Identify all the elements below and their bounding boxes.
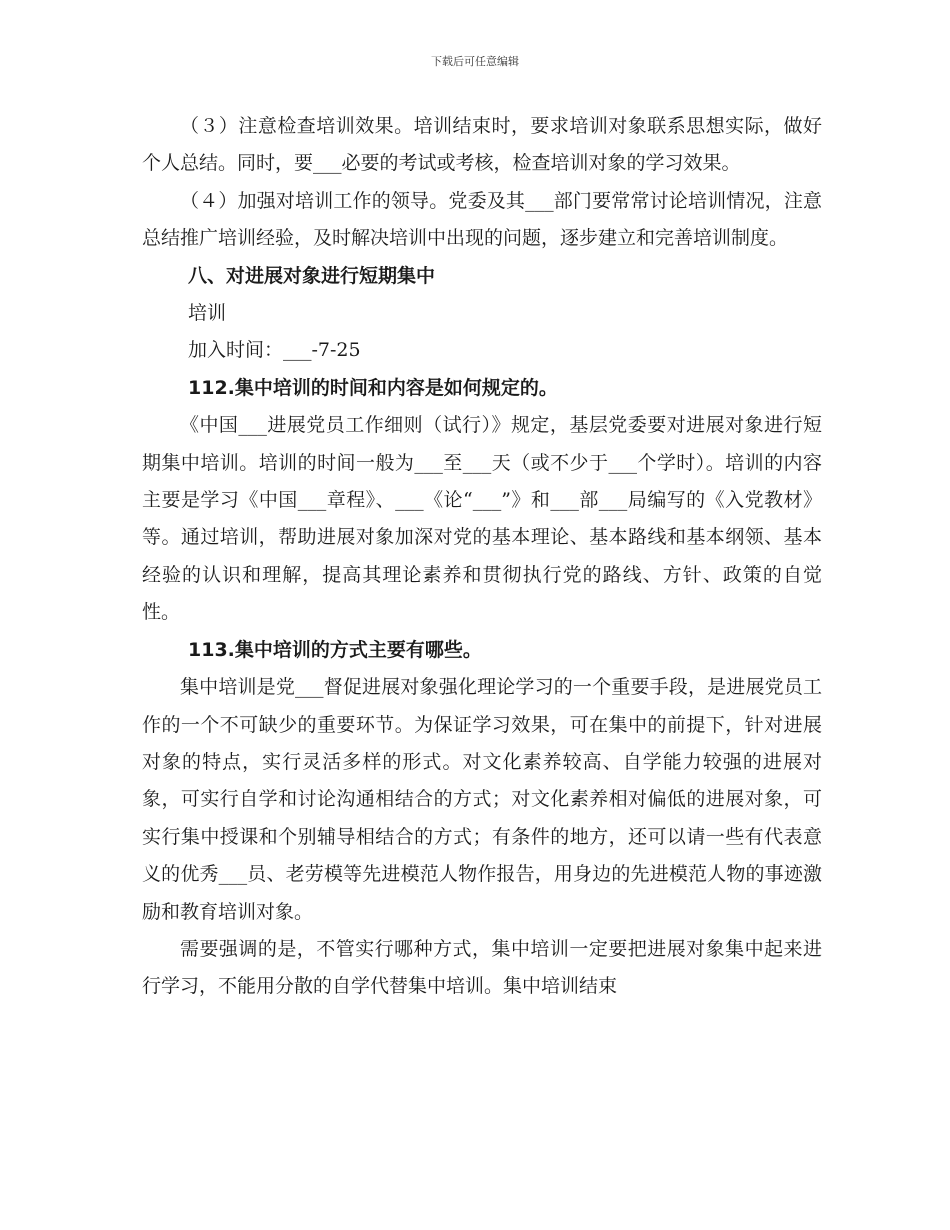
paragraph-112-answer: 《中国___进展党员工作细则（试行）》规定，基层党委要对进展对象进行短期集中培训。培训的时间一般为___至___天（或不少于___个学时）。培训的内容主要是学习《中国___章程》、___《论“___”》和___部___局编写的《入党教材》等。通过培训，帮助进展对象加深对党的基本理论、基本路线和基本纲领、基本经验的认识和理解，提高其理论素养和贯彻执行党的路线、方针、政策的自觉性。 (142, 414, 822, 624)
heading-continuation: 培训 (188, 302, 227, 325)
question-112-heading: 112.集中培训的时间和内容是如何规定的。 (188, 376, 558, 399)
document-body (142, 108, 822, 1006)
join-time: 加入时间：___-7-25 (188, 339, 361, 362)
page-header: 下载后可任意编辑 (431, 55, 519, 68)
section-heading-8: 八、对进展对象进行短期集中 (188, 264, 436, 287)
paragraph-113-answer: 集中培训是党___督促进展对象强化理论学习的一个重要手段，是进展党员工作的一个不可缺少的重要环节。为保证学习效果，可在集中的前提下，针对进展对象的特点，实行灵活多样的形式。对文化素养较高、自学能力较强的进展对象，可实行自学和讨论沟通相结合的方式；对文化素养相对偏低的进展对象，可实行集中授课和个别辅导相结合的方式；有条件的地方，还可以请一些有代表意义的优秀___员、老劳模等先进模范人物作报告，用身边的先进模范人物的事迹激励和教育培训对象。 (142, 676, 822, 923)
paragraph-emphasis: 需要强调的是，不管实行哪种方式，集中培训一定要把进展对象集中起来进行学习，不能用分散的自学代替集中培训。集中培训结束 (142, 937, 822, 998)
question-113-heading: 113.集中培训的方式主要有哪些。 (188, 638, 482, 661)
paragraph-strengthen-leadership: （４）加强对培训工作的领导。党委及其___部门要常常讨论培训情况，注意总结推广培训经验，及时解决培训中出现的问题，逐步建立和完善培训制度。 (142, 189, 822, 250)
paragraph-check-effect: （３）注意检查培训效果。培训结束时，要求培训对象联系思想实际，做好个人总结。同时，要___必要的考试或考核，检查培训对象的学习效果。 (142, 115, 822, 175)
